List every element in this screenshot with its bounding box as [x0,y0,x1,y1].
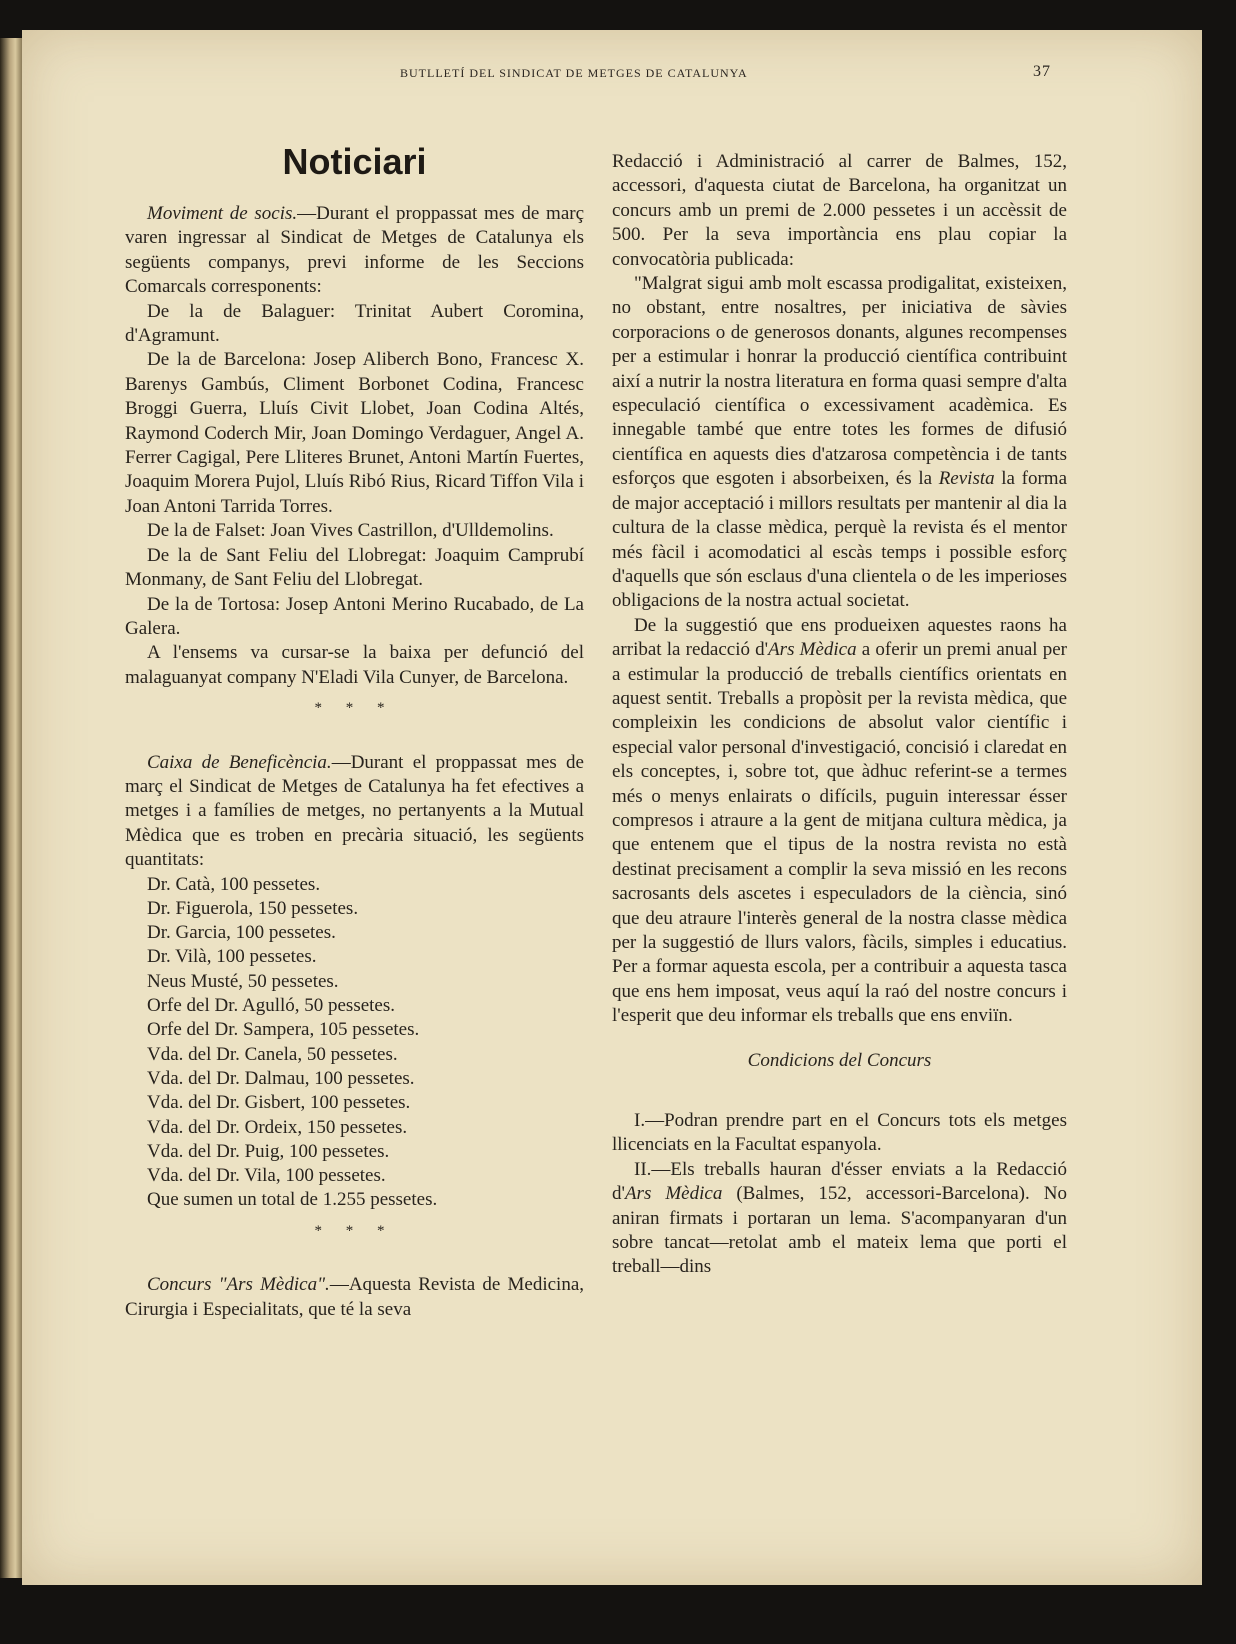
quote-text-a: "Malgrat sigui amb molt escassa prodigalitat, existeixen, no obstant, entre nosaltres, per iniciativa de sàvies corporacions o de generosos donants, algunes recompenses per a estimular i honrar la producció científica contribuint així a nutrir la nostra literatura en forma quasi sempre d'alta especulació científica o excessivament acadèmica. Es innegable també que entre totes les formes de difusió científica en aquests dies d'atzarosa competència i de tants esforços que esgoten i absorbeixen, és la [612,273,1067,490]
running-title: BUTLLETÍ DEL SINDICAT DE METGES DE CATALUNYA [400,66,748,80]
list-item: Orfe del Dr. Agulló, 50 pessetes. [147,995,396,1017]
concurs-paragraph [125,1273,584,1322]
suggestio-emphasis: Ars Mèdica [768,639,857,661]
sant-feliu-paragraph: De la de Sant Feliu del Llobregat: Joaquim Camprubí Monmany, de Sant Feliu del Llobregat. [125,544,584,591]
list-item: Dr. Catà, 100 pessetes. [147,873,321,895]
list-item: Vda. del Dr. Dalmau, 100 pessetes. [147,1067,415,1089]
moviment-label: Moviment de socis. [147,203,298,224]
falset-paragraph: De la de Falset: Joan Vives Castrillon, d'Ulldemolins. [147,520,554,542]
condition-2-text-a: II.—Els treballs hauran d'ésser enviats a la Redacció d' [612,1158,1067,1205]
left-column [125,142,584,1322]
condition-1: I.—Podran prendre part en el Concurs tots els metges llicenciats en la Facultat espanyola. [612,1110,1067,1156]
list-item: Vda. del Dr. Canela, 50 pessetes. [147,1043,398,1065]
tortosa-paragraph: De la de Tortosa: Josep Antoni Merino Rucabado, de La Galera. [125,593,584,639]
left-page-edge [0,38,22,1578]
list-item: Vda. del Dr. Ordeix, 150 pessetes. [147,1116,408,1138]
caixa-paragraph [125,751,584,873]
list-item: Dr. Figuerola, 150 pessetes. [147,897,359,919]
section-divider: * * * [314,1222,395,1239]
barcelona-paragraph: De la de Barcelona: Josep Aliberch Bono, Francesc X. Barenys Gambús, Climent Borbonet Codina, Francesc Broggi Guerra, Lluís Civit Llobet, Joan Codina Altés, Raymond Coderch Mir, Joan Domingo Verdaguer, Angel A. Ferrer Cagigal, Pere Lliteres Brunet, Antoni Martín Fuertes, Joaquim Morera Pujol, Lluís Ribó Rius, Ricard Tiffon Vila i Joan Antoni Tarrida Torres. [125,349,584,517]
concurs-text: —Aquesta Revista de Medicina, Cirurgia i Especialitats, que té la seva [125,1274,585,1320]
caixa-label: Caixa de Beneficència. [147,751,332,773]
quote-emphasis: Revista [938,468,995,490]
page-number: 37 [1033,63,1051,80]
list-item: Dr. Vilà, 100 pessetes. [147,946,317,968]
list-item: Vda. del Dr. Gisbert, 100 pessetes. [147,1092,411,1114]
suggestio-text-b: a oferir un premi anual per a estimular la producció de treballs científics orientats en aquest sentit. Treballs a propòsit per la revista mèdica, que compleixin les condicions de absolut valor científic i especial valor personal d'investigació, concisió i claredat en els conceptes, i, sobre tot, que àdhuc referint-se a termes més o menys enlairats o difícils, puguin interessar ésser compresos i atraure a la gent de mitjana cultura mèdica, ja que entenem que el tipus de la nostra revista no està destinat precisament a complir la seva missió en les recons sacrosants dels ascetes i especuladors de la ciència, sinó que deu atraure l'interès general de la nostra classe mèdica per la suggestió de llurs valors, fàcils, simples i educatius. Per a formar aquesta escola, per a contribuir a aquesta tasca que ens hem imposat, veus aquí la raó del nostre concurs i l'esperit que deu informar els treballs que ens enviïn. [612,639,1067,1027]
caixa-text: —Durant el proppassat mes de març el Sindicat de Metges de Catalunya ha fet efectives a metges i a famílies de metges, no pertanyents a la Mutual Mèdica que es troben en precària situació, les següents quantitats: [125,751,584,871]
concurs-label: Concurs "Ars Mèdica". [147,1274,330,1296]
list-item: Que sumen un total de 1.255 pessetes. [147,1189,438,1211]
condition-2-text-b: (Balmes, 152, accessori-Barcelona). No aniran firmats i portaran un lema. S'acompanyaran d'un sobre tancat—retolat amb el mateix lema que porti el treball—dins [612,1183,1067,1278]
conditions-subheading: Condicions del Concurs [747,1049,932,1071]
moviment-paragraph [125,202,584,300]
concurs-continuation: Redacció i Administració al carrer de Balmes, 152, accessori, d'aquesta ciutat de Barcelona, ha organitzat un concurs amb un premi de 2.000 pessetes i un accèssit de 500. Per la seva importància ens plau copiar la convocatòria publicada: [612,151,1067,270]
list-item: Vda. del Dr. Puig, 100 pessetes. [147,1140,390,1162]
list-item: Dr. Garcia, 100 pessetes. [147,922,336,944]
quote-text-b: la forma de major acceptació i millors resultats per mantenir al dia la cultura de la classe mèdica, perquè la revista és el mentor més fàcil i acomodatici al escàs temps i possible esforç d'aquells que són esclaus d'una clientela o de les imperioses obligacions de la nostra actual societat. [612,468,1067,612]
list-item: Neus Musté, 50 pessetes. [147,970,339,992]
quote-paragraph [612,272,1067,614]
right-column [612,150,1067,1280]
suggestio-text-a: De la suggestió que ens produeixen aquestes raons ha arribat la redacció d' [612,614,1067,661]
balaguer-paragraph: De la de Balaguer: Trinitat Aubert Coromina, d'Agramunt. [125,300,584,347]
section-heading: Noticiari [282,141,427,182]
donations-list [125,873,584,1213]
suggestio-paragraph [612,614,1067,1029]
list-item: Orfe del Dr. Sampera, 105 pessetes. [147,1019,420,1041]
condition-2 [612,1158,1067,1280]
list-item: Vda. del Dr. Vila, 100 pessetes. [147,1165,386,1187]
baixa-paragraph: A l'ensems va cursar-se la baixa per defunció del malaguanyat company N'Eladi Vila Cunyer, de Barcelona. [125,642,584,688]
condition-2-emphasis: Ars Mèdica [624,1183,723,1205]
section-divider: * * * [314,700,395,717]
moviment-text: —Durant el proppassat mes de març varen ingressar al Sindicat de Metges de Catalunya els següents companys, previ informe de les Seccions Comarcals corresponents: [125,203,585,298]
